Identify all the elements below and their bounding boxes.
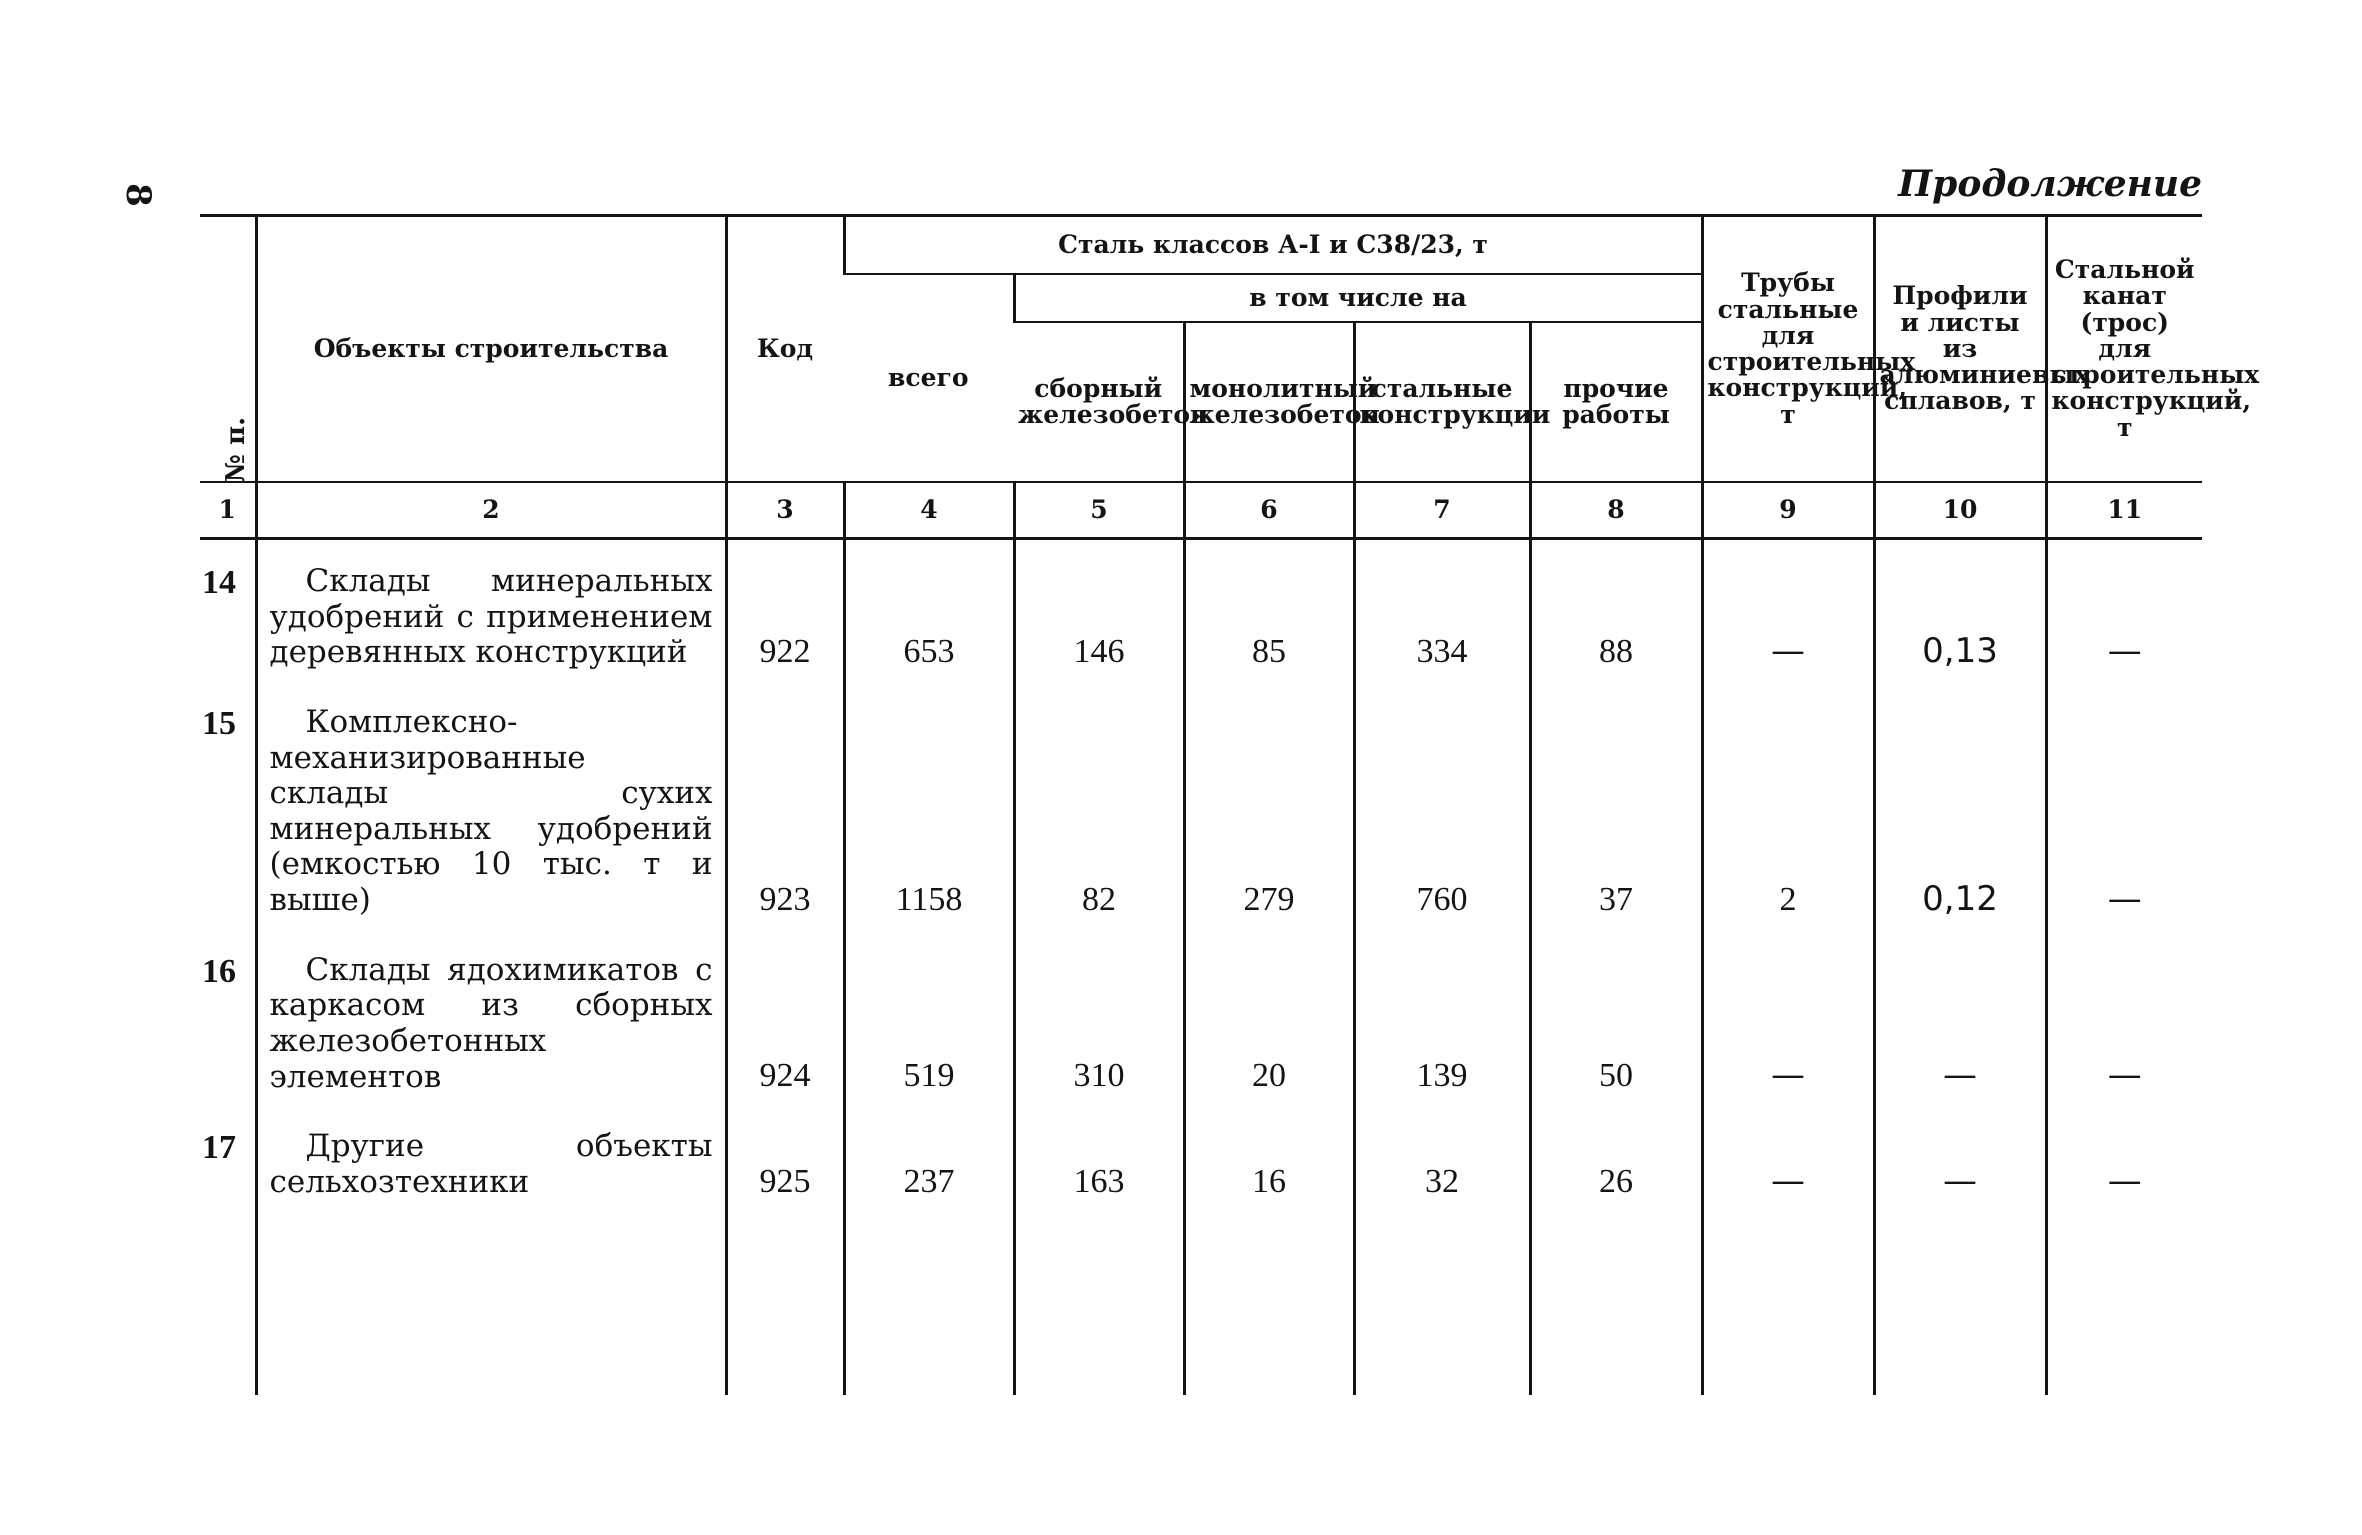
column-index: 9 [1702, 482, 1874, 539]
table-row [200, 681, 2202, 929]
row-number: 16 [202, 952, 236, 990]
cell-precast: 163 [1014, 1105, 1184, 1210]
cell-rope: — [2046, 539, 2202, 681]
cell-precast: 310 [1014, 929, 1184, 1106]
column-index: 2 [256, 482, 726, 539]
cell-pipes: — [1702, 1105, 1874, 1210]
header-steel-structures: стальные конструкции [1354, 322, 1530, 482]
cell-monolithic: 279 [1184, 681, 1354, 929]
header-objects: Объекты строительства [256, 216, 726, 483]
cell-code: 922 [726, 539, 844, 681]
column-index: 6 [1184, 482, 1354, 539]
cell-total: 653 [844, 539, 1014, 681]
header-pipes: Трубы стальные для строительных конструкций, т [1702, 216, 1874, 483]
page-number: 8 [118, 183, 158, 207]
cell-other: 37 [1530, 681, 1702, 929]
cell-rope: — [2046, 929, 2202, 1106]
cell-monolithic: 16 [1184, 1105, 1354, 1210]
cell-steel-structures: 334 [1354, 539, 1530, 681]
cell-monolithic: 20 [1184, 929, 1354, 1106]
cell-precast: 146 [1014, 539, 1184, 681]
column-index: 11 [2046, 482, 2202, 539]
cell-steel-structures: 139 [1354, 929, 1530, 1106]
header-num: № п. [200, 216, 256, 483]
cell-code: 925 [726, 1105, 844, 1210]
cell-code: 923 [726, 681, 844, 929]
table-row [200, 929, 2202, 1106]
cell-other: 26 [1530, 1105, 1702, 1210]
row-number: 14 [202, 564, 236, 601]
table-row [200, 539, 2202, 681]
header-steel-group: Сталь классов А-I и С38/23, т [844, 216, 1702, 275]
header-incl: в том числе на [1014, 274, 1702, 322]
cell-other: 50 [1530, 929, 1702, 1106]
cell-other: 88 [1530, 539, 1702, 681]
cell-rope: — [2046, 681, 2202, 929]
table-blank-row [200, 1211, 2202, 1395]
column-index: 4 [844, 482, 1014, 539]
object-name: Другие объекты сельхозтехники [256, 1105, 726, 1210]
header-monolithic: монолитный железобетон [1184, 322, 1354, 482]
object-name: Склады минеральных удобрений с применением деревянных конструкций [256, 539, 726, 681]
table-row [200, 1105, 2202, 1210]
cell-total: 519 [844, 929, 1014, 1106]
column-index: 10 [1874, 482, 2046, 539]
cell-profiles: — [1874, 1105, 2046, 1210]
column-index: 5 [1014, 482, 1184, 539]
cell-code: 924 [726, 929, 844, 1106]
header-total: всего [888, 362, 969, 392]
continuation-label: Продолжение [1898, 163, 2202, 205]
cell-steel-structures: 760 [1354, 681, 1530, 929]
cell-steel-structures: 32 [1354, 1105, 1530, 1210]
column-index-row [200, 482, 2202, 539]
cell-total: 1158 [844, 681, 1014, 929]
cell-total: 237 [844, 1105, 1014, 1210]
column-index: 8 [1530, 482, 1702, 539]
header-rope: Стальной канат (трос) для строительных конструкций, т [2046, 216, 2202, 483]
header-precast: сборный железобетон [1018, 373, 1209, 429]
column-index: 7 [1354, 482, 1530, 539]
cell-precast: 82 [1014, 681, 1184, 929]
cell-rope: — [2046, 1105, 2202, 1210]
header-profiles: Профили и листы из алюминиевых сплавов, т [1874, 216, 2046, 483]
object-name: Комплексно-механизированные склады сухих минеральных удобрений (емкостью 10 тыс. т и выше) [256, 681, 726, 929]
cell-profiles: 0,12 [1874, 681, 2046, 929]
table-header [200, 216, 2260, 539]
cell-pipes: — [1702, 539, 1874, 681]
row-number: 15 [202, 704, 236, 742]
cell-profiles: — [1874, 929, 2046, 1106]
cell-pipes: — [1702, 929, 1874, 1106]
row-number: 17 [202, 1129, 236, 1167]
column-index: 1 [200, 482, 256, 539]
cell-monolithic: 85 [1184, 539, 1354, 681]
materials-table [200, 214, 2260, 1395]
object-name: Склады ядохимикатов с каркасом из сборных железобетонных элементов [256, 929, 726, 1106]
header-code: Код [726, 216, 844, 483]
cell-profiles: 0,13 [1874, 539, 2046, 681]
column-index: 3 [726, 482, 844, 539]
cell-pipes: 2 [1702, 681, 1874, 929]
header-other: прочие работы [1530, 322, 1702, 482]
table-body [200, 539, 2202, 1395]
